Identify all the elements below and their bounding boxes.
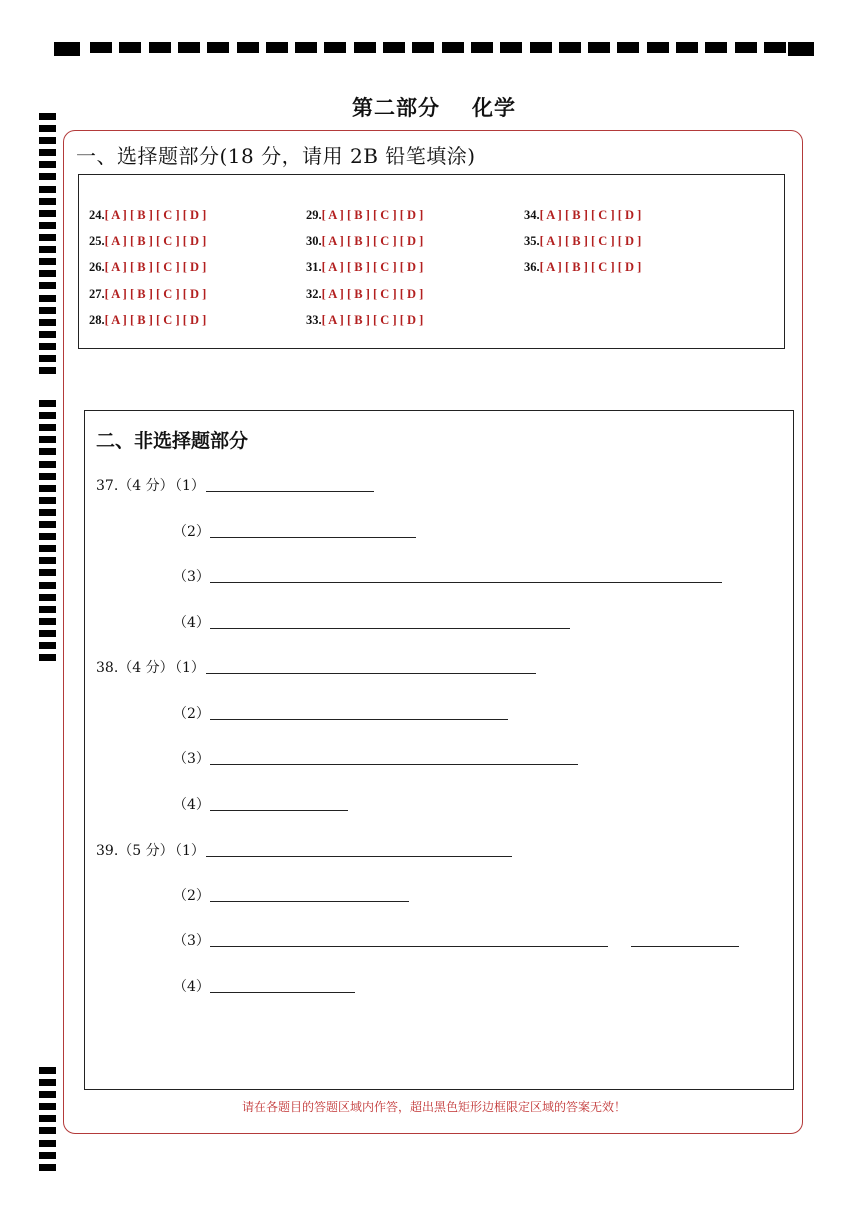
timing-mark bbox=[39, 1091, 56, 1098]
choice-options-bubbles[interactable]: [ A ] [ B ] [ C ] [ D ] bbox=[104, 260, 207, 274]
question-label: 38.（4 分） bbox=[96, 660, 174, 676]
timing-mark bbox=[442, 42, 464, 53]
answer-line[interactable] bbox=[210, 992, 355, 993]
top-timing-marks bbox=[0, 0, 868, 70]
choice-question-number: 31. bbox=[306, 260, 322, 274]
timing-mark bbox=[39, 198, 56, 205]
sub-question-label: （3） bbox=[173, 751, 210, 767]
timing-mark bbox=[39, 258, 56, 265]
timing-mark bbox=[788, 42, 814, 56]
timing-mark bbox=[39, 307, 56, 314]
timing-mark bbox=[39, 149, 56, 156]
timing-mark bbox=[39, 125, 56, 132]
choice-options-bubbles[interactable]: [ A ] [ B ] [ C ] [ D ] bbox=[321, 260, 424, 274]
timing-mark bbox=[39, 367, 56, 374]
timing-mark bbox=[354, 42, 376, 53]
answer-line[interactable] bbox=[210, 810, 348, 811]
timing-mark bbox=[39, 1115, 56, 1122]
choice-question-item bbox=[89, 313, 206, 328]
timing-mark bbox=[412, 42, 434, 53]
timing-mark bbox=[676, 42, 698, 53]
choice-question-item bbox=[306, 234, 423, 249]
timing-mark bbox=[119, 42, 141, 53]
choice-options-bubbles[interactable]: [ A ] [ B ] [ C ] [ D ] bbox=[104, 234, 207, 248]
timing-mark bbox=[559, 42, 581, 53]
timing-mark bbox=[39, 1079, 56, 1086]
timing-mark bbox=[39, 412, 56, 419]
sub-question-label: （1） bbox=[168, 478, 205, 494]
timing-mark bbox=[39, 521, 56, 528]
choice-question-item bbox=[524, 234, 641, 249]
timing-mark bbox=[39, 618, 56, 625]
choice-question-number: 25. bbox=[89, 234, 105, 248]
timing-mark bbox=[39, 319, 56, 326]
choice-question-item bbox=[89, 208, 206, 223]
sub-question-label: （2） bbox=[173, 706, 210, 722]
timing-mark bbox=[39, 1140, 56, 1147]
timing-mark bbox=[266, 42, 288, 53]
timing-mark bbox=[39, 557, 56, 564]
choice-options-bubbles[interactable]: [ A ] [ B ] [ C ] [ D ] bbox=[104, 313, 207, 327]
choice-options-bubbles[interactable]: [ A ] [ B ] [ C ] [ D ] bbox=[539, 234, 642, 248]
choice-question-number: 34. bbox=[524, 208, 540, 222]
section2-heading: 二、非选择题部分 bbox=[96, 430, 249, 452]
timing-mark bbox=[39, 137, 56, 144]
choice-question-number: 36. bbox=[524, 260, 540, 274]
choice-question-item bbox=[306, 208, 423, 223]
choice-question-number: 24. bbox=[89, 208, 105, 222]
timing-mark bbox=[39, 448, 56, 455]
timing-mark bbox=[617, 42, 639, 53]
timing-mark bbox=[237, 42, 259, 53]
timing-mark bbox=[735, 42, 757, 53]
timing-mark bbox=[39, 461, 56, 468]
timing-mark bbox=[39, 642, 56, 649]
timing-mark bbox=[39, 509, 56, 516]
timing-mark bbox=[39, 582, 56, 589]
timing-mark bbox=[295, 42, 317, 53]
timing-mark bbox=[39, 485, 56, 492]
timing-mark bbox=[39, 186, 56, 193]
timing-mark bbox=[207, 42, 229, 53]
timing-mark bbox=[178, 42, 200, 53]
timing-mark bbox=[39, 210, 56, 217]
timing-mark bbox=[39, 343, 56, 350]
timing-mark bbox=[705, 42, 727, 53]
left-timing-marks bbox=[0, 0, 60, 1228]
choice-options-bubbles[interactable]: [ A ] [ B ] [ C ] [ D ] bbox=[321, 287, 424, 301]
sub-question-label: （4） bbox=[173, 615, 210, 631]
timing-mark bbox=[39, 234, 56, 241]
answer-line[interactable] bbox=[210, 946, 608, 947]
timing-mark bbox=[39, 533, 56, 540]
timing-mark bbox=[764, 42, 786, 53]
timing-mark bbox=[530, 42, 552, 53]
footer-warning-note: 请在各题目的答题区域内作答，超出黑色矩形边框限定区域的答案无效！ bbox=[241, 1100, 626, 1114]
timing-mark bbox=[39, 654, 56, 661]
timing-mark bbox=[324, 42, 346, 53]
choice-question-number: 27. bbox=[89, 287, 105, 301]
section1-heading: 一、选择题部分(18 分，请用 2B 铅笔填涂) bbox=[76, 144, 476, 168]
sub-question-label: （4） bbox=[173, 797, 210, 813]
timing-mark bbox=[39, 606, 56, 613]
answer-line[interactable] bbox=[210, 764, 578, 765]
sub-question-label: （4） bbox=[173, 979, 210, 995]
timing-mark bbox=[39, 436, 56, 443]
choice-options-bubbles[interactable]: [ A ] [ B ] [ C ] [ D ] bbox=[321, 208, 424, 222]
timing-mark bbox=[500, 42, 522, 53]
timing-mark bbox=[39, 222, 56, 229]
choice-question-number: 29. bbox=[306, 208, 322, 222]
timing-mark bbox=[39, 545, 56, 552]
answer-line[interactable] bbox=[206, 673, 536, 674]
timing-mark bbox=[39, 400, 56, 407]
answer-line[interactable] bbox=[210, 901, 409, 902]
choice-question-item bbox=[306, 287, 423, 302]
sub-question-label: （1） bbox=[168, 660, 205, 676]
timing-mark bbox=[383, 42, 405, 53]
answer-line[interactable] bbox=[631, 946, 739, 947]
timing-mark bbox=[39, 270, 56, 277]
choice-question-item bbox=[89, 260, 206, 275]
sub-question-label: （2） bbox=[173, 524, 210, 540]
timing-mark bbox=[39, 355, 56, 362]
choice-question-number: 33. bbox=[306, 313, 322, 327]
timing-mark bbox=[39, 1127, 56, 1134]
question-label: 37.（4 分） bbox=[96, 478, 174, 494]
choice-options-bubbles[interactable]: [ A ] [ B ] [ C ] [ D ] bbox=[539, 260, 642, 274]
sub-question-label: （3） bbox=[173, 569, 210, 585]
question-label: 39.（5 分） bbox=[96, 843, 174, 859]
answer-line[interactable] bbox=[210, 537, 416, 538]
answer-line[interactable] bbox=[210, 628, 570, 629]
timing-mark bbox=[39, 173, 56, 180]
choice-options-bubbles[interactable]: [ A ] [ B ] [ C ] [ D ] bbox=[321, 313, 424, 327]
timing-mark bbox=[90, 42, 112, 53]
choice-question-item bbox=[306, 260, 423, 275]
timing-mark bbox=[471, 42, 493, 53]
choice-question-item bbox=[306, 313, 423, 328]
timing-mark bbox=[39, 1067, 56, 1074]
timing-mark bbox=[39, 1164, 56, 1171]
choice-question-number: 32. bbox=[306, 287, 322, 301]
choice-question-number: 35. bbox=[524, 234, 540, 248]
timing-mark bbox=[39, 1152, 56, 1159]
part-title-subject: 化学 bbox=[472, 95, 516, 120]
sub-question-label: （2） bbox=[173, 888, 210, 904]
choice-question-number: 26. bbox=[89, 260, 105, 274]
choice-question-number: 28. bbox=[89, 313, 105, 327]
timing-mark bbox=[149, 42, 171, 53]
timing-mark bbox=[39, 424, 56, 431]
timing-mark bbox=[39, 331, 56, 338]
choice-question-number: 30. bbox=[306, 234, 322, 248]
timing-mark bbox=[39, 569, 56, 576]
answer-line[interactable] bbox=[206, 491, 374, 492]
timing-mark bbox=[39, 295, 56, 302]
part-title-left: 第二部分 bbox=[352, 95, 440, 120]
choice-options-bubbles[interactable]: [ A ] [ B ] [ C ] [ D ] bbox=[104, 287, 207, 301]
answer-line[interactable] bbox=[206, 856, 512, 857]
part-title bbox=[0, 92, 868, 122]
choice-options-bubbles[interactable]: [ A ] [ B ] [ C ] [ D ] bbox=[104, 208, 207, 222]
timing-mark bbox=[39, 497, 56, 504]
choice-options-bubbles[interactable]: [ A ] [ B ] [ C ] [ D ] bbox=[539, 208, 642, 222]
answer-line[interactable] bbox=[210, 582, 722, 583]
answer-line[interactable] bbox=[210, 719, 508, 720]
choice-options-bubbles[interactable]: [ A ] [ B ] [ C ] [ D ] bbox=[321, 234, 424, 248]
timing-mark bbox=[39, 594, 56, 601]
timing-mark bbox=[39, 473, 56, 480]
sub-question-label: （3） bbox=[173, 933, 210, 949]
sub-question-label: （1） bbox=[168, 843, 205, 859]
timing-mark bbox=[647, 42, 669, 53]
timing-mark bbox=[39, 630, 56, 637]
timing-mark bbox=[39, 246, 56, 253]
timing-mark bbox=[39, 282, 56, 289]
choice-question-item bbox=[524, 260, 641, 275]
timing-mark bbox=[39, 161, 56, 168]
choice-question-item bbox=[89, 234, 206, 249]
choice-question-item bbox=[524, 208, 641, 223]
timing-mark bbox=[588, 42, 610, 53]
choice-question-item bbox=[89, 287, 206, 302]
